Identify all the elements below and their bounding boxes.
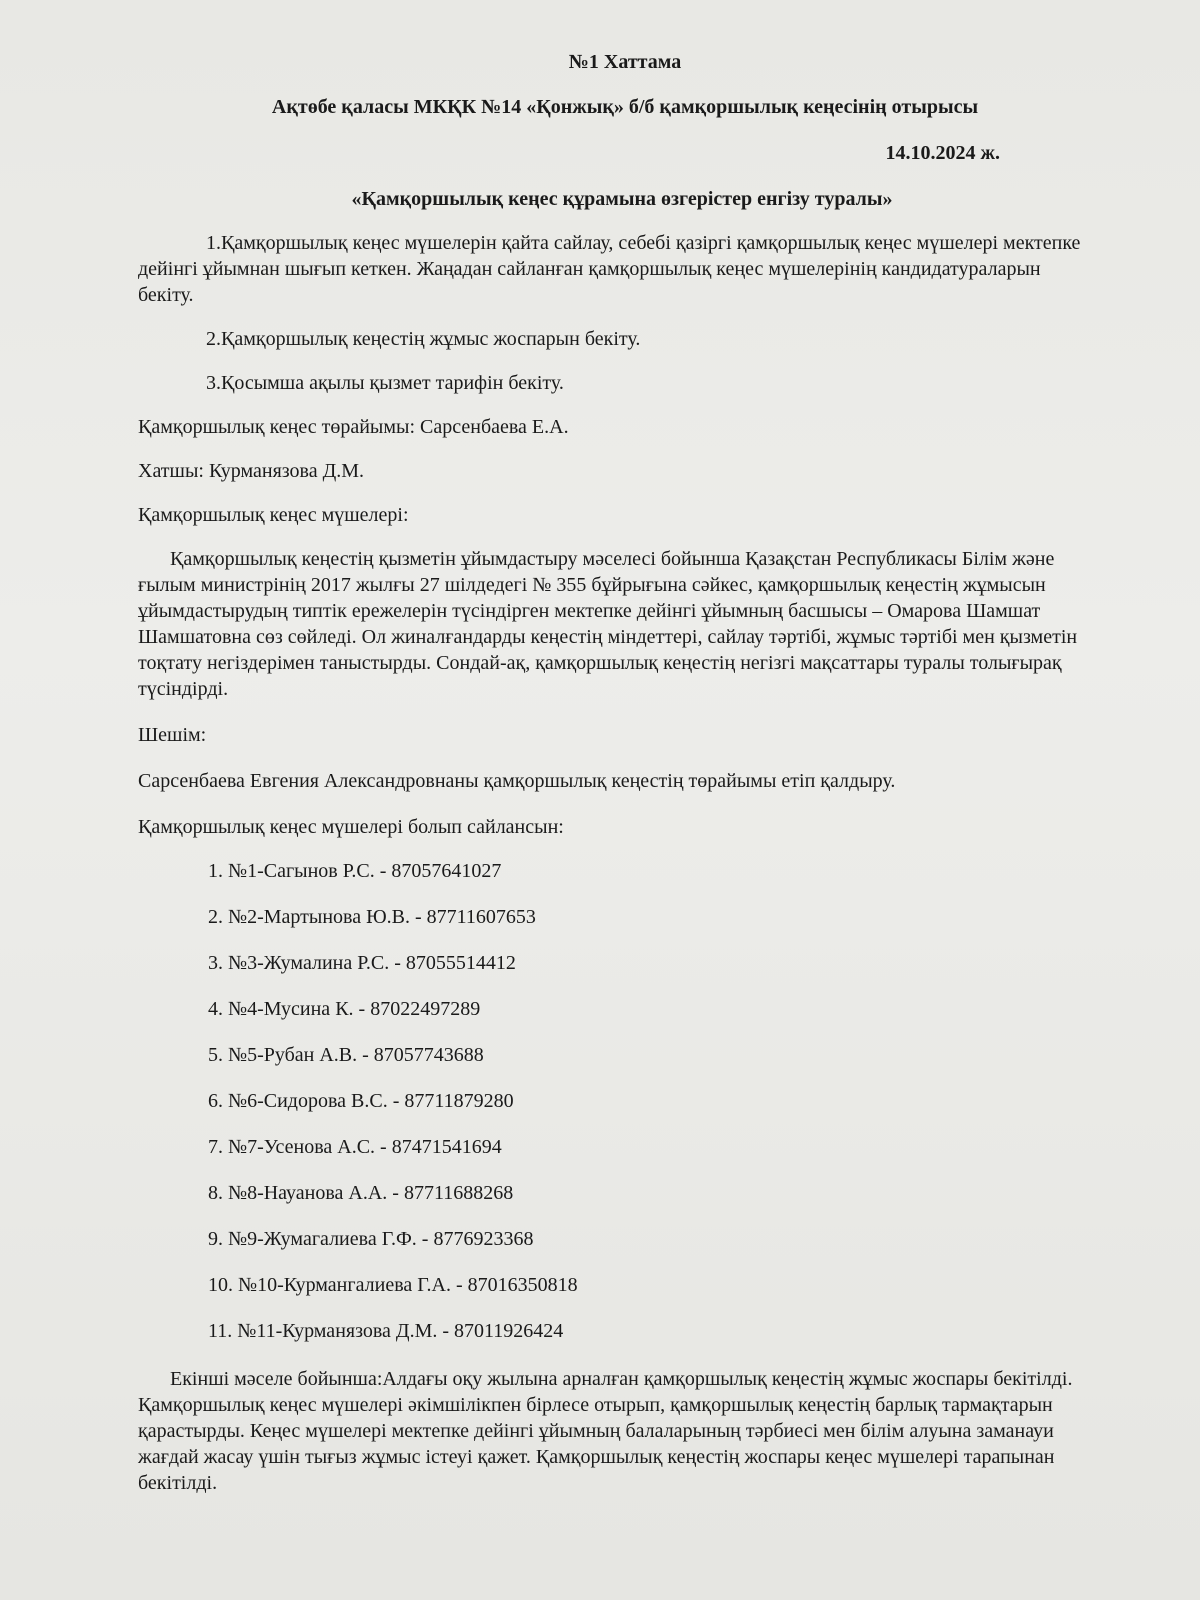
document-heading: «Қамқоршылық кеңес құрамына өзгерістер енгізу туралы» (351, 188, 893, 210)
list-item: 10. №10-Курмангалиева Г.А. - 87016350818 (208, 1274, 578, 1296)
agenda-item-3: 3.Қосымша ақылы қызмет тарифін бекіту. (206, 372, 564, 394)
agenda-item-2: 2.Қамқоршылық кеңестің жұмыс жоспарын бекіту. (206, 328, 641, 350)
document-subtitle: Ақтөбе қаласы МКҚК №14 «Қонжық» б/б қамқоршылық кеңесінің отырысы (271, 96, 979, 118)
list-item: 6. №6-Сидорова В.С. - 87711879280 (208, 1090, 514, 1112)
list-item: 5. №5-Рубан А.В. - 87057743688 (208, 1044, 484, 1066)
decision-text: Сарсенбаева Евгения Александровнаны қамқоршылық кеңестің төрайымы етіп қалдыру. (138, 770, 896, 792)
list-item: 1. №1-Сагынов Р.С. - 87057641027 (208, 860, 502, 882)
second-issue-paragraph: Екінші мәселе бойынша:Алдағы оқу жылына арналған қамқоршылық кеңестің жұмыс жоспары бекітілді. Қамқоршылық кеңес мүшелері әкімшілікпен бірлесе отырып, қамқоршылық кеңестің барлық тармақтарын қарастырды. Кеңес мүшелері мектепке дейінгі ұйымның балаларының тәрбиесі мен білім алуына заманауи жағдай жасау үшін тығыз жұмыс істеуі қажет. Қамқоршылық кеңестің жоспары кеңес мүшелері тарапынан бекітілді. (138, 1368, 1073, 1494)
list-item: 4. №4-Мусина К. - 87022497289 (208, 998, 481, 1020)
document-number-title: №1 Хаттама (568, 51, 682, 73)
members-label: Қамқоршылық кеңес мүшелері: (138, 504, 409, 526)
document-body (138, 230, 1098, 1496)
members-list (138, 858, 1098, 1364)
speech-paragraph: Қамқоршылық кеңестің қызметін ұйымдастыру мәселесі бойынша Қазақстан Республикасы Білім және ғылым министрінің 2017 жылғы 27 шілдедегі № 355 бұйрығына сәйкес, қамқоршылық кеңестің жұмысын ұйымдастырудың типтік ережелерін түсіндірген мектепке дейінгі ұйымның басшысы – Омарова Шамшат Шамшатовна сөз сөйледі. Ол жиналғандарды кеңестің міндеттері, сайлау тәртібі, жұмыс тәртібі мен қызметін тоқтату негіздерімен таныстырды. Сондай-ақ, қамқоршылық кеңестің негізгі мақсаттары туралы толығырақ түсіндірді. (138, 548, 1078, 700)
list-item: 9. №9-Жумагалиева Г.Ф. - 8776923368 (208, 1228, 534, 1250)
list-item: 8. №8-Науанова А.А. - 87711688268 (208, 1182, 514, 1204)
chair-line: Қамқоршылық кеңес төрайымы: Сарсенбаева Е.А. (138, 416, 569, 438)
document-date: 14.10.2024 ж. (885, 142, 1000, 164)
list-item: 2. №2-Мартынова Ю.В. - 87711607653 (208, 906, 536, 928)
decision-label: Шешім: (138, 724, 207, 746)
secretary-line: Хатшы: Курманязова Д.М. (138, 460, 365, 482)
elected-label: Қамқоршылық кеңес мүшелері болып сайлансын: (138, 816, 564, 838)
agenda-item-1: 1.Қамқоршылық кеңес мүшелерін қайта сайлау, себебі қазіргі қамқоршылық кеңес мүшелері мектепке дейінгі ұйымнан шығып кеткен. Жаңадан сайланған қамқоршылық кеңес мүшелерінің кандидатураларын бекіту. (138, 232, 1081, 306)
list-item: 11. №11-Курманязова Д.М. - 87011926424 (208, 1320, 564, 1342)
list-item: 3. №3-Жумалина Р.С. - 87055514412 (208, 952, 516, 974)
list-item: 7. №7-Усенова А.С. - 87471541694 (208, 1136, 502, 1158)
